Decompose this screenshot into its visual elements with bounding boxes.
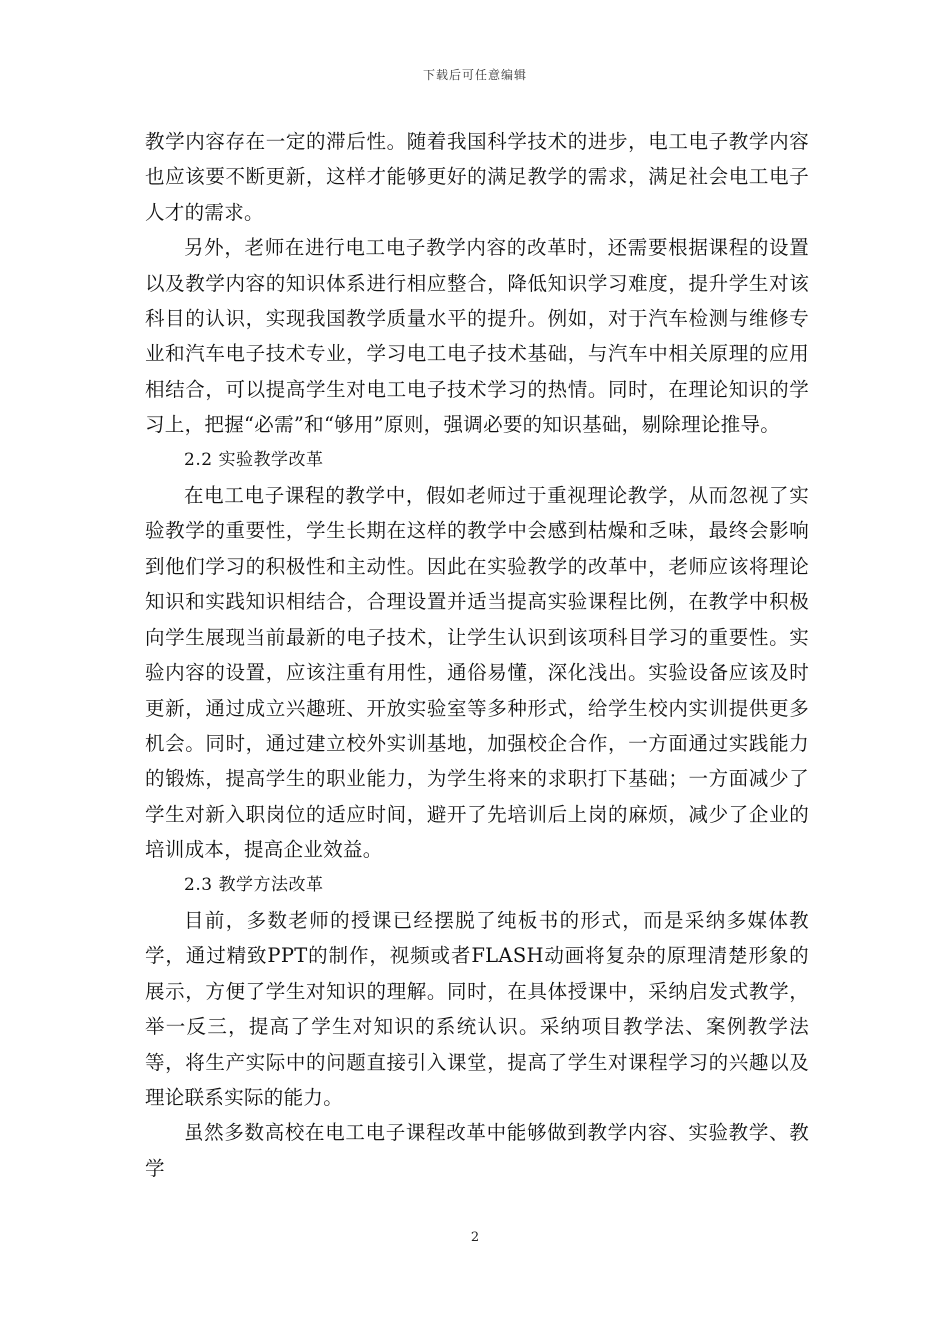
section-heading-2-3: 2.3 教学方法改革	[184, 874, 324, 895]
paragraph-teaching-methods: 目前，多数老师的授课已经摆脱了纯板书的形式，而是采纳多媒体教学，通过精致PPT的制作，视频或者FLASH动画将复杂的原理清楚形象的展示，方便了学生对知识的理解。同时，在具体授课中，采纳启发式教学，举一反三，提高了学生对知识的系统认识。采纳项目教学法、案例教学法等，将生产实际中的问题直接引入课堂，提高了学生对课程学习的兴趣以及理论联系实际的能力。	[145, 908, 809, 1109]
document-body	[145, 124, 809, 1186]
section-heading-2-2: 2.2 实验教学改革	[184, 449, 324, 470]
page-header: 下载后可任意编辑	[422, 68, 527, 82]
paragraph-experiment-teaching: 在电工电子课程的教学中，假如老师过于重视理论教学，从而忽视了实验教学的重要性，学生长期在这样的教学中会感到枯燥和乏味，最终会影响到他们学习的积极性和主动性。因此在实验教学的改革中，老师应该将理论知识和实践知识相结合，合理设置并适当提高实验课程比例，在教学中积极向学生展现当前最新的电子技术，让学生认识到该项科目学习的重要性。实验内容的设置，应该注重有用性，通俗易懂，深化浅出。实验设备应该及时更新，通过成立兴趣班、开放实验室等多种形式，给学生校内实训提供更多机会。同时，通过建立校外实训基地，加强校企合作，一方面通过实践能力的锻炼，提高学生的职业能力，为学生将来的求职打下基础；一方面减少了学生对新入职岗位的适应时间，避开了先培训后上岗的麻烦，减少了企业的培训成本，提高企业效益。	[145, 484, 809, 862]
paragraph-summary-start: 虽然多数高校在电工电子课程改革中能够做到教学内容、实验教学、教学	[145, 1121, 809, 1180]
page-number: 2	[470, 1230, 480, 1245]
paragraph-content-integration: 另外，老师在进行电工电子教学内容的改革时，还需要根据课程的设置以及教学内容的知识体系进行相应整合，降低知识学习难度，提升学生对该科目的认识，实现我国教学质量水平的提升。例如，对于汽车检测与维修专业和汽车电子技术专业，学习电工电子技术基础，与汽车中相关原理的应用相结合，可以提高学生对电工电子技术学习的热情。同时，在理论知识的学习上，把握“必需”和“够用”原则，强调必要的知识基础，剔除理论推导。	[145, 236, 809, 437]
paragraph-continuation: 教学内容存在一定的滞后性。随着我国科学技术的进步，电工电子教学内容也应该要不断更新，这样才能够更好的满足教学的需求，满足社会电工电子人才的需求。	[145, 130, 809, 224]
